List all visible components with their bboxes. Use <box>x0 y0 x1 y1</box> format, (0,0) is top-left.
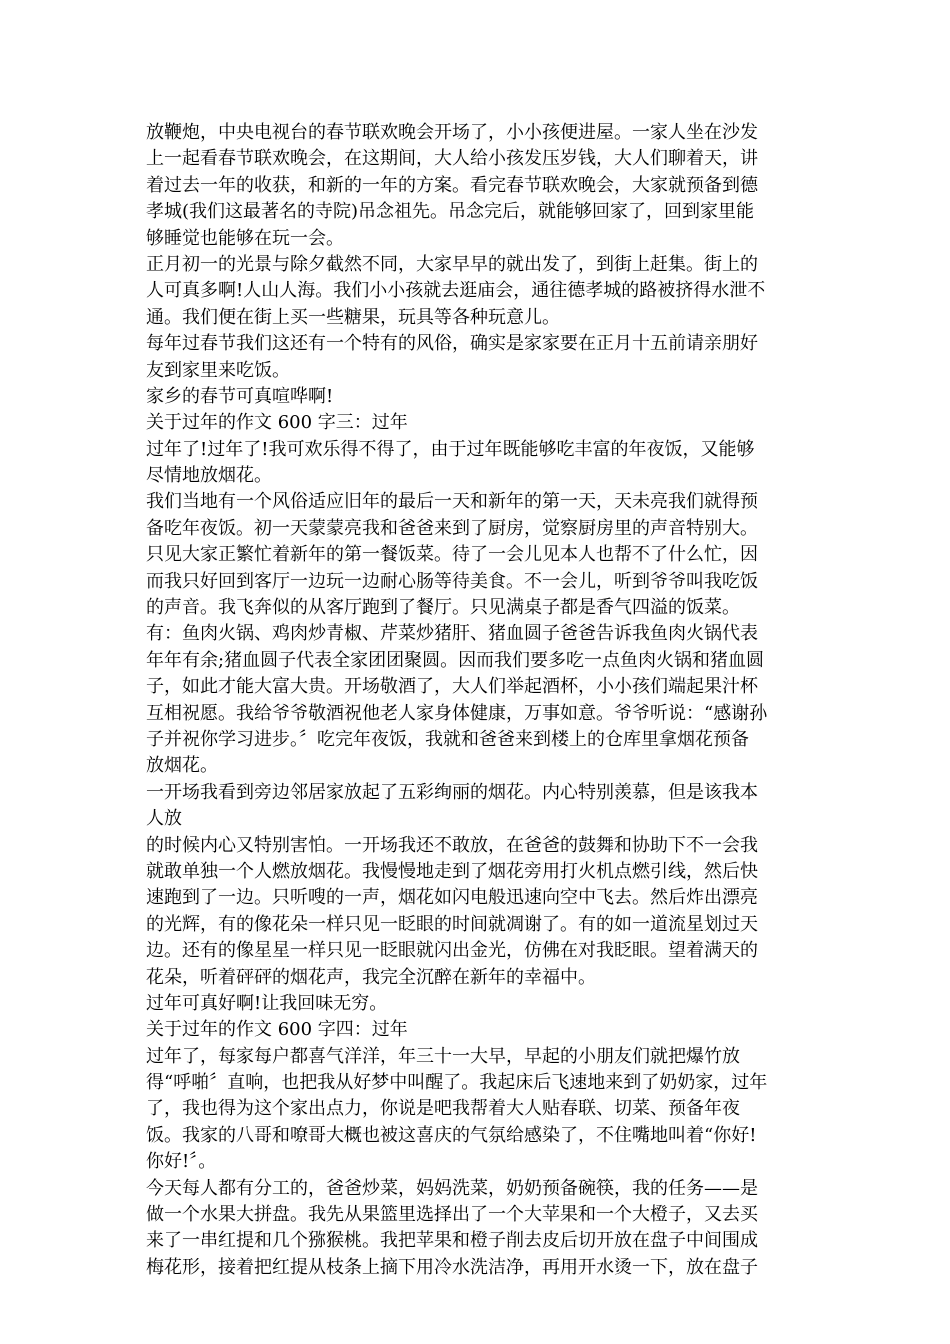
text-line: 了，我也得为这个家出点力，你说是吧我帮着大人贴春联、切菜、预备年夜 <box>146 1098 740 1120</box>
text-line: 只见大家正繁忙着新年的第一餐饭菜。待了一会儿见本人也帮不了什么忙，因 <box>146 544 758 566</box>
text-line: 人可真多啊!人山人海。我们小小孩就去逛庙会，通往德孝城的路被挤得水泄不 <box>146 280 766 302</box>
text-line: 备吃年夜饭。初一天蒙蒙亮我和爸爸来到了厨房，觉察厨房里的声音特别大。 <box>146 517 758 539</box>
text-line: 你好!〞。 <box>146 1151 217 1173</box>
text-line: 而我只好回到客厅一边玩一边耐心肠等待美食。不一会儿，听到爷爷叫我吃饭 <box>146 570 758 592</box>
text-line: 我们当地有一个风俗适应旧年的最后一天和新年的第一天，天未亮我们就得预 <box>146 491 758 513</box>
text-line: 人放 <box>146 808 182 830</box>
text-line: 得“呼啪〞直响，也把我从好梦中叫醒了。我起床后飞速地来到了奶奶家，过年 <box>146 1072 768 1094</box>
text-line: 过年了!过年了!我可欢乐得不得了，由于过年既能够吃丰富的年夜饭，又能够 <box>146 438 755 460</box>
section-heading: 关于过年的作文 600 字四：过年 <box>146 1019 408 1041</box>
text-line: 做一个水果大拼盘。我先从果篮里选择出了一个大苹果和一个大橙子，又去买 <box>146 1204 758 1226</box>
text-line: 的时候内心又特别害怕。一开场我还不敢放，在爸爸的鼓舞和协助下不一会我 <box>146 834 758 856</box>
text-line: 友到家里来吃饭。 <box>146 359 290 381</box>
text-line: 上一起看春节联欢晚会，在这期间，大人给小孩发压岁钱，大人们聊着天，讲 <box>146 148 758 170</box>
section-heading: 关于过年的作文 600 字三：过年 <box>146 412 408 434</box>
text-line: 今天每人都有分工的，爸爸炒菜，妈妈洗菜，奶奶预备碗筷，我的任务——是 <box>146 1177 758 1199</box>
text-line: 来了一串红提和几个猕猴桃。我把苹果和橙子削去皮后切开放在盘子中间围成 <box>146 1230 758 1252</box>
text-line: 梅花形，接着把红提从枝条上摘下用冷水洗洁净，再用开水烫一下，放在盘子 <box>146 1256 758 1278</box>
text-line: 着过去一年的收获，和新的一年的方案。看完春节联欢晚会，大家就预备到德 <box>146 174 758 196</box>
text-line: 孝城(我们这最著名的寺院)吊念祖先。吊念完后，就能够回家了，回到家里能 <box>146 201 755 223</box>
text-line: 子，如此才能大富大贵。开场敬酒了，大人们举起酒杯，小小孩们端起果汁杯 <box>146 676 758 698</box>
document-body <box>146 120 806 1281</box>
text-line: 正月初一的光景与除夕截然不同，大家早早的就出发了，到街上赶集。街上的 <box>146 253 758 275</box>
text-line: 一开场我看到旁边邻居家放起了五彩绚丽的烟花。内心特别羡慕，但是该我本 <box>146 781 758 803</box>
text-line: 速跑到了一边。只听嗖的一声，烟花如闪电般迅速向空中飞去。然后炸出漂亮 <box>146 887 758 909</box>
text-line: 每年过春节我们这还有一个特有的风俗，确实是家家要在正月十五前请亲朋好 <box>146 333 758 355</box>
text-line: 过年了，每家每户都喜气洋洋，年三十一大早，早起的小朋友们就把爆竹放 <box>146 1045 740 1067</box>
text-line: 互相祝愿。我给爷爷敬酒祝他老人家身体健康，万事如意。爷爷听说：“感谢孙 <box>146 702 768 724</box>
text-line: 放烟花。 <box>146 755 218 777</box>
text-line: 尽情地放烟花。 <box>146 465 272 487</box>
text-line: 过年可真好啊!让我回味无穷。 <box>146 992 388 1014</box>
text-line: 够睡觉也能够在玩一会。 <box>146 227 344 249</box>
text-line: 有：鱼肉火锅、鸡肉炒青椒、芹菜炒猪肝、猪血圆子爸爸告诉我鱼肉火锅代表 <box>146 623 758 645</box>
text-line: 花朵，听着砰砰的烟花声，我完全沉醉在新年的幸福中。 <box>146 966 596 988</box>
text-line: 放鞭炮，中央电视台的春节联欢晚会开场了，小小孩便进屋。一家人坐在沙发 <box>146 122 758 143</box>
text-line: 家乡的春节可真喧哗啊! <box>146 385 334 407</box>
text-line: 通。我们便在街上买一些糖果，玩具等各种玩意儿。 <box>146 306 560 328</box>
text-line: 饭。我家的八哥和嘹哥大概也被这喜庆的气氛给感染了，不住嘴地叫着“你好! <box>146 1124 757 1146</box>
text-line: 的声音。我飞奔似的从客厅跑到了餐厅。只见满桌子都是香气四溢的饭菜。 <box>146 597 740 619</box>
text-line: 的光辉，有的像花朵一样只见一眨眼的时间就凋谢了。有的如一道流星划过天 <box>146 913 758 935</box>
text-line: 边。还有的像星星一样只见一眨眼就闪出金光，仿佛在对我眨眼。望着满天的 <box>146 940 758 962</box>
text-line: 子并祝你学习进步。〞吃完年夜饭，我就和爸爸来到楼上的仓库里拿烟花预备 <box>146 728 749 750</box>
text-line: 就敢单独一个人燃放烟花。我慢慢地走到了烟花旁用打火机点燃引线，然后快 <box>146 860 758 882</box>
text-line: 年年有余;猪血圆子代表全家团团聚圆。因而我们要多吃一点鱼肉火锅和猪血圆 <box>146 649 765 671</box>
